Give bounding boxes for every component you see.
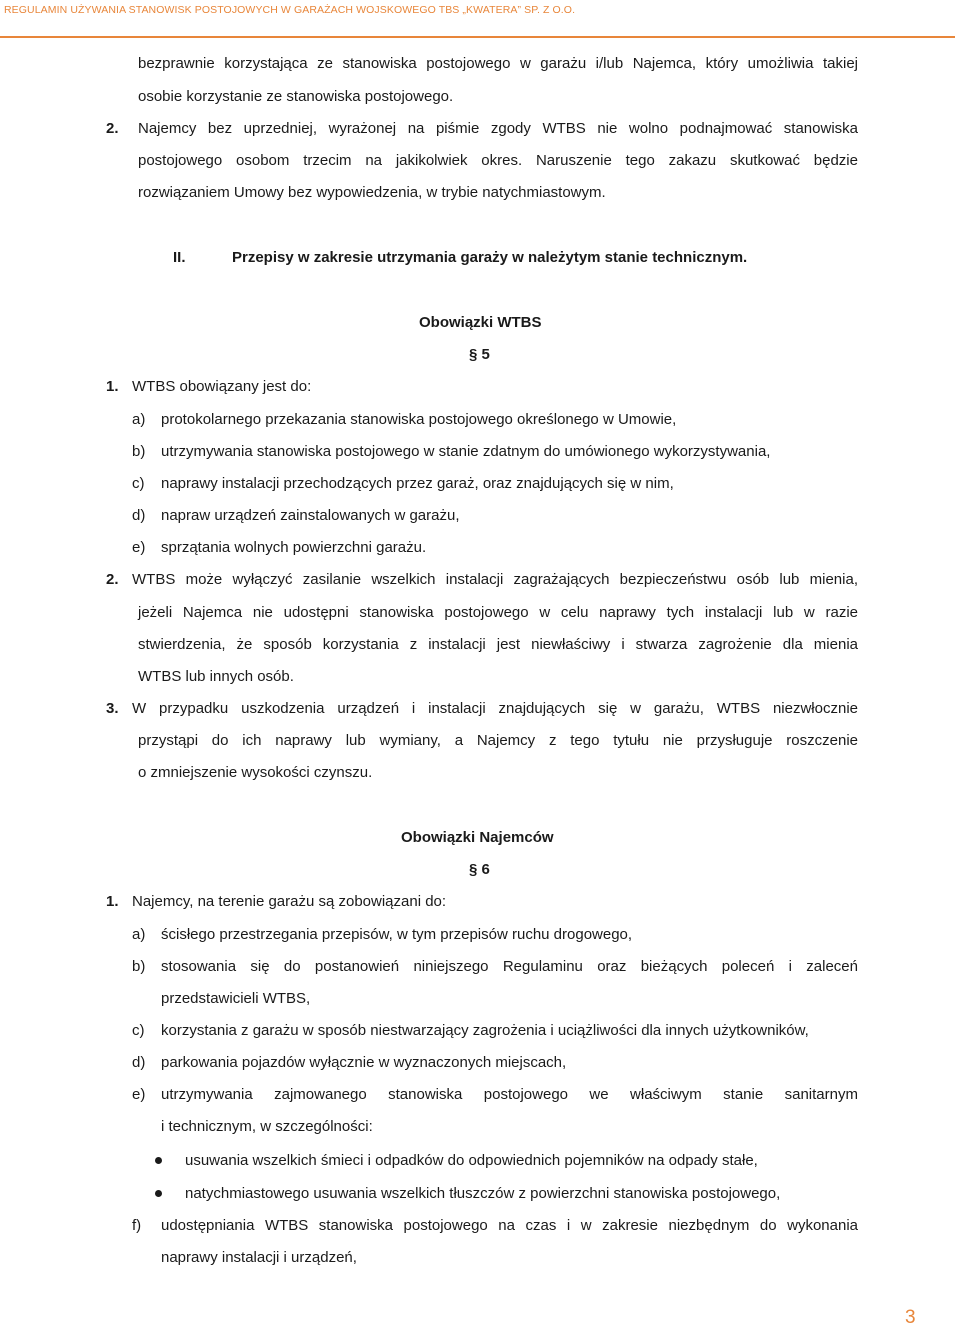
point-2-number: 2. [106,120,119,137]
point-2-line-2: postojowego osobom trzecim na jakikolwiek okres. Naruszenie tego zakazu skutkować będzie [138,152,858,169]
wtbs-item-letter: c) [132,475,145,492]
intro-line-1: bezprawnie korzystająca ze stanowiska postojowego w garażu i/lub Najemca, który umożliwia takiej [138,55,858,72]
najemcy-item-letter: a) [132,926,146,943]
najemcy-point-1-text: Najemcy, na terenie garażu są zobowiązani do: [132,893,447,910]
najemcy-paragraph-mark [469,860,490,880]
najemcy-item-c: korzystania z garażu w sposób niestwarzający zagrożenia i uciążliwości dla innych użytkowników, [161,1022,809,1039]
wtbs-point-1-text: WTBS obowiązany jest do: [132,378,312,395]
wtbs-point-2-number: 2. [106,571,119,588]
wtbs-point-3-number: 3. [106,700,119,717]
najemcy-bullet-2: natychmiastowego usuwania wszelkich tłuszczów z powierzchni stanowiska postojowego, [185,1185,781,1202]
page-header [0,2,955,38]
wtbs-item-text: napraw urządzeń zainstalowanych w garażu, [161,507,460,524]
najemcy-item-f-line-1: udostępniania WTBS stanowiska postojowego na czas i w zakresie niezbędnym do wykonania [161,1217,858,1234]
wtbs-heading: Obowiązki WTBS [419,314,542,331]
najemcy-item-a: ścisłego przestrzegania przepisów, w tym przepisów ruchu drogowego, [161,926,633,943]
wtbs-item-text: protokolarnego przekazania stanowiska postojowego określonego w Umowie, [161,411,677,428]
najemcy-item-e-line-2: i technicznym, w szczególności: [161,1118,373,1135]
wtbs-item-text: utrzymywania stanowiska postojowego w stanie zdatnym do umówionego wykorzystywania, [161,443,771,460]
najemcy-item-e-line-1: utrzymywania zajmowanego stanowiska postojowego we właściwym stanie sanitarnym [161,1086,858,1103]
wtbs-point-2-line-2: jeżeli Najemca nie udostępni stanowiska postojowego w celu naprawy tych instalacji lub w razie [138,604,858,621]
najemcy-item-f-line-2: naprawy instalacji i urządzeń, [161,1249,357,1266]
najemcy-item-letter: e) [132,1086,146,1103]
page-number: 3 [905,1307,916,1328]
bullet-icon [155,1190,162,1197]
wtbs-item-letter: a) [132,411,146,428]
paragraph-number: 5 [481,346,490,363]
header-title: REGULAMIN UŻYWANIA STANOWISK POSTOJOWYCH W GARAŻACH WOJSKOWEGO TBS „KWATERA” SP. Z O.O. [4,4,576,16]
wtbs-point-3-line-3: o zmniejszenie wysokości czynszu. [138,764,373,781]
wtbs-item-letter: d) [132,507,146,524]
wtbs-item-text: sprzątania wolnych powierzchni garażu. [161,539,427,556]
wtbs-point-2-line-4: WTBS lub innych osób. [138,668,294,685]
paragraph-sign: § [469,861,478,878]
wtbs-item-text: naprawy instalacji przechodzących przez garaż, oraz znajdujących się w nim, [161,475,674,492]
intro-line-2: osobie korzystanie ze stanowiska postojowego. [138,88,454,105]
najemcy-item-letter: f) [132,1217,142,1234]
bullet-icon [155,1157,162,1164]
wtbs-item-letter: b) [132,443,146,460]
paragraph-number: 6 [481,861,490,878]
wtbs-point-2-line-3: stwierdzenia, że sposób korzystania z instalacji jest niewłaściwy i stwarza zagrożenie dla mienia [138,636,858,653]
najemcy-item-letter: d) [132,1054,146,1071]
najemcy-item-d: parkowania pojazdów wyłącznie w wyznaczonych miejscach, [161,1054,567,1071]
wtbs-paragraph-mark [469,345,490,365]
wtbs-point-2-line-1: WTBS może wyłączyć zasilanie wszelkich instalacji zagrażających bezpieczeństwu osób lub mienia, [132,571,858,588]
najemcy-item-b-line-2: przedstawicieli WTBS, [161,990,311,1007]
point-2-line-1: Najemcy bez uprzedniej, wyrażonej na piśmie zgody WTBS nie wolno podnajmować stanowiska [138,120,858,137]
najemcy-heading: Obowiązki Najemców [401,829,554,846]
wtbs-point-3-line-1: W przypadku uszkodzenia urządzeń i instalacji znajdujących się w garażu, WTBS niezwłocznie [132,700,858,717]
najemcy-bullet-1: usuwania wszelkich śmieci i odpadków do odpowiednich pojemników na odpady stałe, [185,1152,758,1169]
paragraph-sign: § [469,346,478,363]
point-2-line-3: rozwiązaniem Umowy bez wypowiedzenia, w trybie natychmiastowym. [138,184,606,201]
najemcy-item-b-line-1: stosowania się do postanowień niniejszego Regulaminu oraz bieżących poleceń i zaleceń [161,958,858,975]
wtbs-item-letter: e) [132,539,146,556]
wtbs-point-1-number: 1. [106,378,119,395]
najemcy-point-1-number: 1. [106,893,119,910]
wtbs-point-3-line-2: przystąpi do ich naprawy lub wymiany, a Najemcy z tego tytułu nie przysługuje roszczenie [138,732,858,749]
section-number: II. [173,249,186,266]
section-title: Przepisy w zakresie utrzymania garaży w należytym stanie technicznym. [232,249,748,266]
najemcy-item-letter: c) [132,1022,145,1039]
najemcy-item-letter: b) [132,958,146,975]
